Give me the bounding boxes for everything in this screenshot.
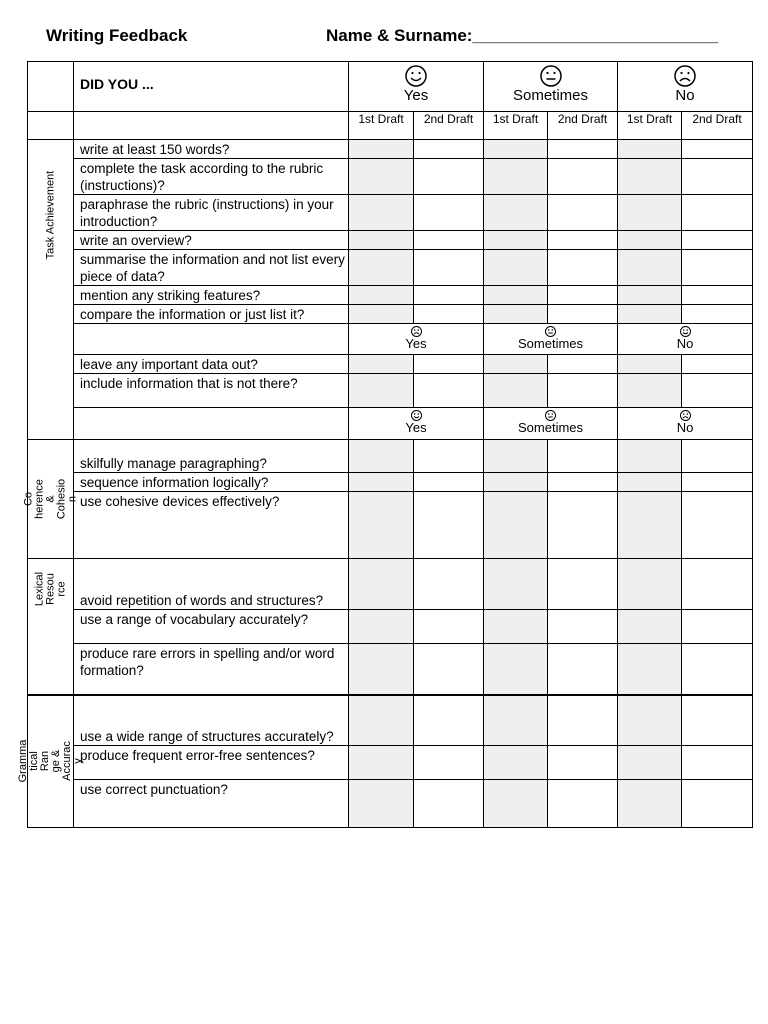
question-row: produce rare errors in spelling and/or word formation? [74, 644, 349, 695]
question-row: produce frequent error-free sentences? [74, 746, 349, 780]
answer-cell[interactable] [618, 780, 682, 828]
category-label: Lexical Resou rce [33, 571, 67, 606]
answer-cell[interactable] [682, 195, 753, 231]
answer-cell[interactable] [349, 473, 414, 492]
answer-cell[interactable] [618, 231, 682, 250]
answer-cell[interactable] [682, 695, 753, 746]
answer-cell[interactable] [618, 195, 682, 231]
sometimes-label: Sometimes [513, 87, 589, 104]
no-draft2-header: 2nd Draft [682, 112, 753, 140]
answer-cell[interactable] [618, 286, 682, 305]
category-label: Gramma tical Ran ge & Accurac y [16, 739, 84, 783]
answer-cell[interactable] [484, 780, 548, 828]
answer-cell[interactable] [618, 746, 682, 780]
answer-cell[interactable] [349, 231, 414, 250]
answer-cell[interactable] [618, 159, 682, 195]
answer-cell[interactable] [349, 695, 414, 746]
answer-cell[interactable] [618, 355, 682, 374]
question-row: avoid repetition of words and structures? [74, 559, 349, 610]
answer-cell[interactable] [349, 559, 414, 610]
answer-cell[interactable] [618, 374, 682, 408]
answer-cell[interactable] [548, 355, 618, 374]
answer-cell[interactable] [682, 374, 753, 408]
category-task-achievement [28, 140, 74, 440]
answer-cell[interactable] [618, 492, 682, 559]
sometimes-column-header [484, 62, 618, 112]
question-row: leave any important data out? [74, 355, 349, 374]
no-draft1-header: 1st Draft [618, 112, 682, 140]
answer-cell[interactable] [618, 250, 682, 286]
answer-cell[interactable] [548, 492, 618, 559]
answer-cell[interactable] [682, 250, 753, 286]
answer-cell[interactable] [349, 195, 414, 231]
answer-cell[interactable] [414, 695, 484, 746]
answer-cell[interactable] [414, 492, 484, 559]
category-grammatical-range-accuracy [16, 695, 84, 828]
category-label: Co herence & Cohesio n [22, 478, 78, 520]
sometimes-draft2-header: 2nd Draft [548, 112, 618, 140]
answer-cell[interactable] [414, 374, 484, 408]
answer-cell[interactable] [682, 231, 753, 250]
answer-cell[interactable] [682, 473, 753, 492]
answer-cell[interactable] [414, 746, 484, 780]
answer-cell[interactable] [682, 644, 753, 695]
answer-cell[interactable] [349, 140, 414, 159]
category-coherence-cohesion [22, 440, 78, 559]
answer-cell[interactable] [682, 492, 753, 559]
page-title: Writing Feedback [46, 26, 188, 45]
answer-cell[interactable] [414, 559, 484, 610]
answer-cell[interactable] [618, 559, 682, 610]
answer-cell[interactable] [484, 610, 548, 644]
no-column-header [618, 62, 753, 112]
answer-cell[interactable] [484, 695, 548, 746]
answer-cell[interactable] [414, 473, 484, 492]
question-row: sequence information logically? [74, 473, 349, 492]
answer-cell[interactable] [682, 159, 753, 195]
yes-column-header [349, 62, 484, 112]
frown-icon [674, 65, 696, 87]
answer-cell[interactable] [414, 231, 484, 250]
sometimes-reversed-header [484, 324, 618, 355]
question-row: summarise the information and not list every piece of data? [74, 250, 349, 286]
answer-cell[interactable] [548, 695, 618, 746]
answer-cell[interactable] [484, 492, 548, 559]
answer-cell[interactable] [414, 286, 484, 305]
sometimes-label: Sometimes [518, 336, 584, 351]
answer-cell[interactable] [682, 610, 753, 644]
question-row: use cohesive devices effectively? [74, 492, 349, 559]
yes-label: Yes [405, 336, 427, 351]
answer-cell[interactable] [414, 440, 484, 473]
no-label: No [675, 87, 695, 104]
answer-cell[interactable] [618, 305, 682, 324]
answer-cell[interactable] [414, 250, 484, 286]
answer-cell[interactable] [414, 305, 484, 324]
answer-cell[interactable] [349, 355, 414, 374]
question-row: write an overview? [74, 231, 349, 250]
answer-cell[interactable] [349, 644, 414, 695]
answer-cell[interactable] [618, 610, 682, 644]
answer-cell[interactable] [682, 305, 753, 324]
yes-label: Yes [403, 87, 429, 104]
answer-cell[interactable] [484, 231, 548, 250]
sometimes-scale-header [484, 408, 618, 440]
answer-cell[interactable] [618, 644, 682, 695]
did-you-header: DID YOU ... [74, 62, 349, 112]
answer-cell[interactable] [484, 286, 548, 305]
answer-cell[interactable] [414, 355, 484, 374]
question-row: use correct punctuation? [74, 780, 349, 828]
yes-reversed-header [349, 324, 484, 355]
empty-cell [74, 112, 349, 140]
question-row: use a wide range of structures accurately? [74, 695, 349, 746]
yes-draft1-header: 1st Draft [349, 112, 414, 140]
answer-cell[interactable] [349, 250, 414, 286]
name-surname-label: Name & Surname:__________________________ [326, 26, 719, 45]
question-row: use a range of vocabulary accurately? [74, 610, 349, 644]
question-row: skilfully manage paragraphing? [74, 440, 349, 473]
answer-cell[interactable] [682, 286, 753, 305]
answer-cell[interactable] [548, 250, 618, 286]
answer-cell[interactable] [682, 559, 753, 610]
answer-cell[interactable] [484, 140, 548, 159]
sometimes-draft1-header: 1st Draft [484, 112, 548, 140]
answer-cell[interactable] [548, 440, 618, 473]
neutral-face-icon [540, 65, 562, 87]
answer-cell[interactable] [682, 746, 753, 780]
answer-cell[interactable] [414, 140, 484, 159]
question-row: write at least 150 words? [74, 140, 349, 159]
answer-cell[interactable] [618, 140, 682, 159]
answer-cell[interactable] [682, 440, 753, 473]
question-row: include information that is not there? [74, 374, 349, 408]
no-scale-header [618, 408, 753, 440]
answer-cell[interactable] [618, 695, 682, 746]
sometimes-label: Sometimes [518, 420, 584, 435]
answer-cell[interactable] [548, 644, 618, 695]
answer-cell[interactable] [349, 746, 414, 780]
answer-cell[interactable] [618, 473, 682, 492]
answer-cell[interactable] [548, 610, 618, 644]
empty-cell [28, 112, 74, 140]
answer-cell[interactable] [349, 492, 414, 559]
answer-cell[interactable] [349, 159, 414, 195]
yes-draft2-header: 2nd Draft [414, 112, 484, 140]
corner-cell [28, 62, 74, 112]
answer-cell[interactable] [682, 140, 753, 159]
answer-cell[interactable] [548, 559, 618, 610]
answer-cell[interactable] [484, 374, 548, 408]
answer-cell[interactable] [484, 440, 548, 473]
answer-cell[interactable] [484, 559, 548, 610]
answer-cell[interactable] [548, 140, 618, 159]
answer-cell[interactable] [414, 780, 484, 828]
answer-cell[interactable] [548, 746, 618, 780]
answer-cell[interactable] [414, 644, 484, 695]
answer-cell[interactable] [484, 305, 548, 324]
yes-label: Yes [405, 420, 427, 435]
answer-cell[interactable] [484, 355, 548, 374]
empty-cell [74, 408, 349, 440]
answer-cell[interactable] [349, 305, 414, 324]
answer-cell[interactable] [618, 440, 682, 473]
answer-cell[interactable] [414, 195, 484, 231]
answer-cell[interactable] [548, 305, 618, 324]
answer-cell[interactable] [414, 159, 484, 195]
answer-cell[interactable] [484, 473, 548, 492]
answer-cell[interactable] [484, 195, 548, 231]
answer-cell[interactable] [548, 780, 618, 828]
answer-cell[interactable] [349, 374, 414, 408]
answer-cell[interactable] [349, 286, 414, 305]
category-label: Task Achievement [44, 170, 56, 260]
category-lexical-resource [28, 559, 74, 695]
answer-cell[interactable] [682, 355, 753, 374]
no-label: No [676, 336, 694, 351]
answer-cell[interactable] [349, 440, 414, 473]
question-row: compare the information or just list it? [74, 305, 349, 324]
answer-cell[interactable] [548, 159, 618, 195]
answer-cell[interactable] [548, 195, 618, 231]
no-label: No [676, 420, 694, 435]
answer-cell[interactable] [484, 159, 548, 195]
answer-cell[interactable] [484, 746, 548, 780]
answer-cell[interactable] [548, 286, 618, 305]
question-row: mention any striking features? [74, 286, 349, 305]
smile-icon [405, 65, 427, 87]
answer-cell[interactable] [414, 610, 484, 644]
answer-cell[interactable] [349, 780, 414, 828]
feedback-table [16, 61, 753, 828]
answer-cell[interactable] [349, 610, 414, 644]
answer-cell[interactable] [548, 473, 618, 492]
question-row: paraphrase the rubric (instructions) in your introduction? [74, 195, 349, 231]
yes-scale-header [349, 408, 484, 440]
no-reversed-header [618, 324, 753, 355]
empty-cell [74, 324, 349, 355]
question-row: complete the task according to the rubric (instructions)? [74, 159, 349, 195]
answer-cell[interactable] [548, 374, 618, 408]
answer-cell[interactable] [484, 644, 548, 695]
answer-cell[interactable] [548, 231, 618, 250]
answer-cell[interactable] [682, 780, 753, 828]
answer-cell[interactable] [484, 250, 548, 286]
